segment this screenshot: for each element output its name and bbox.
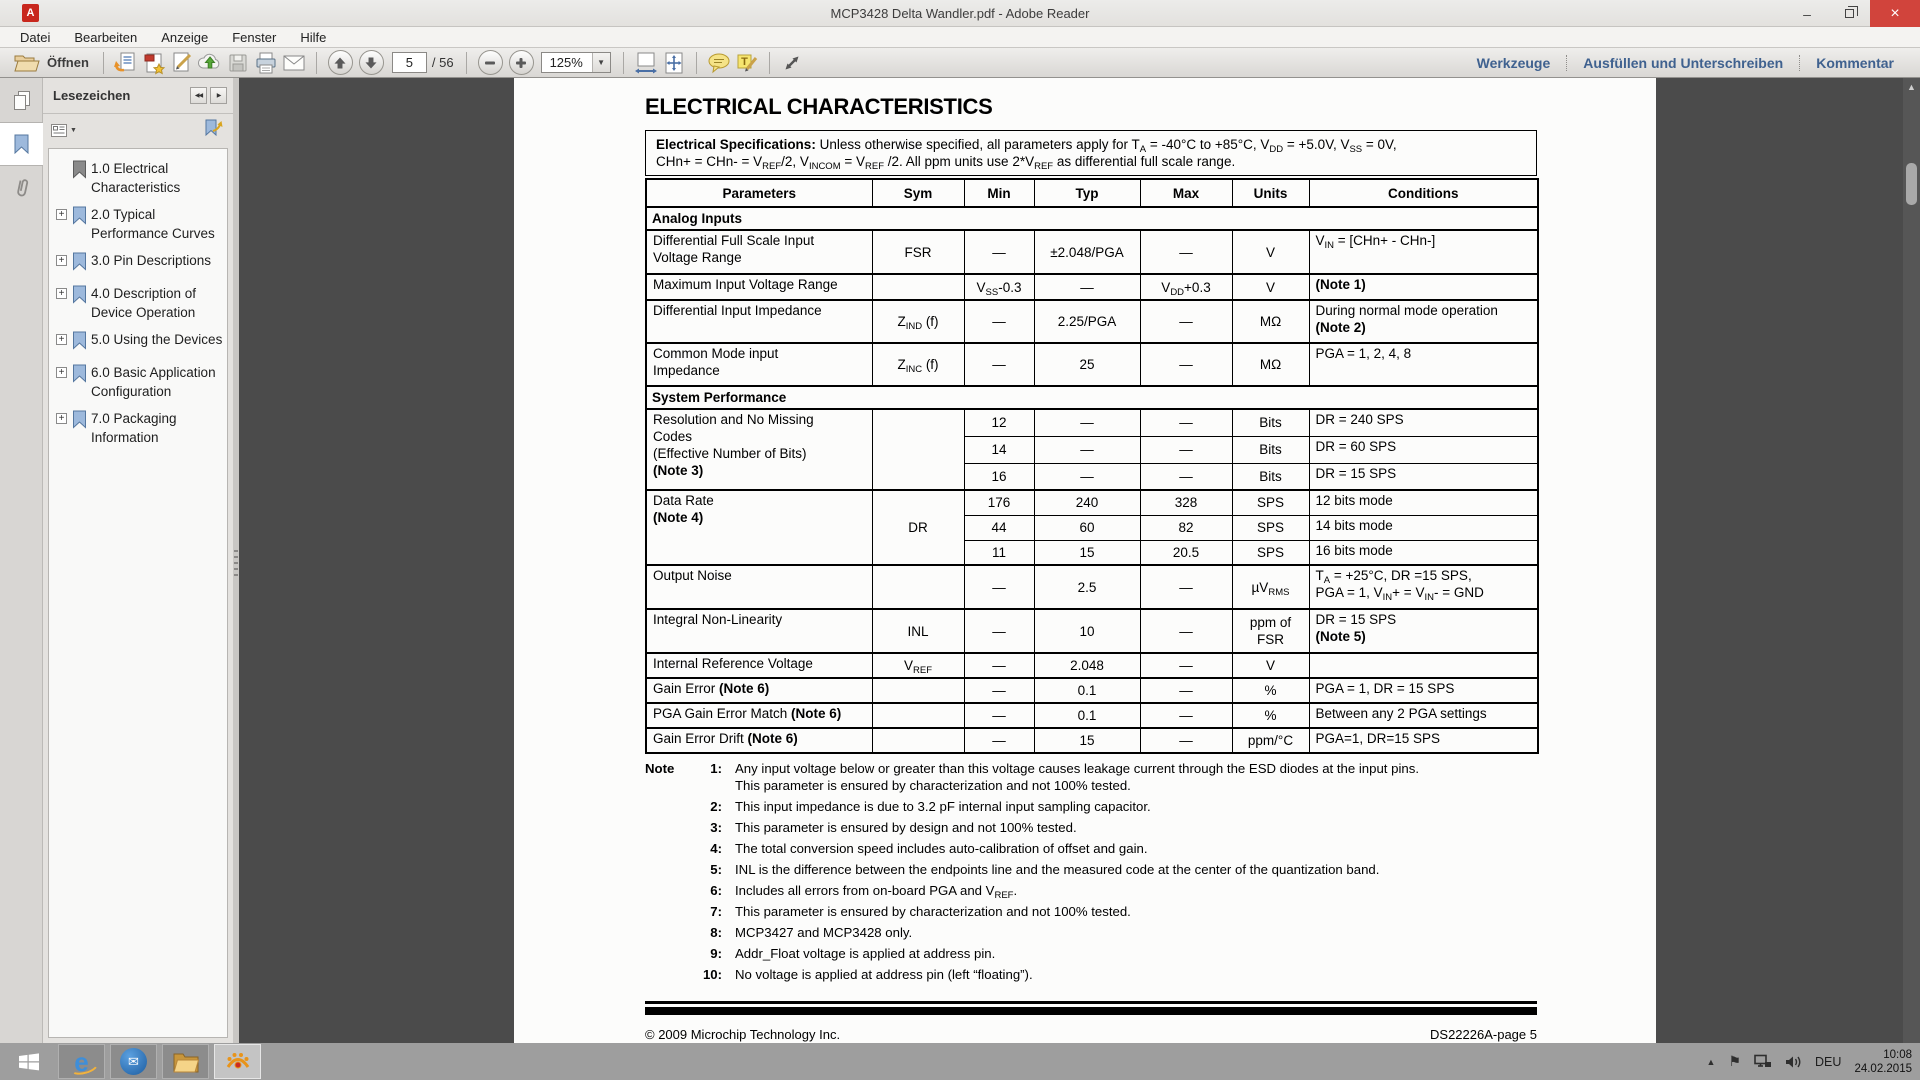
zoom-level-value: 125% [549, 55, 583, 70]
share-document-icon [114, 51, 138, 75]
start-button[interactable] [0, 1043, 58, 1080]
table-cell: 0.1 [1034, 678, 1140, 703]
fit-width-icon [634, 51, 658, 75]
note-label [645, 966, 683, 983]
note-text: INL is the difference between the endpoints line and the measured code at the center of the quantization band. [735, 862, 1380, 878]
pdf-page [514, 78, 1656, 1043]
table-cell: 176 [964, 490, 1034, 515]
options-list-icon [51, 124, 67, 137]
menu-item-fenster[interactable]: Fenster [232, 29, 277, 45]
comment-bubble-icon [707, 52, 731, 74]
table-cell: — [1140, 653, 1232, 678]
table-cell: — [1140, 678, 1232, 703]
note-text: No voltage is applied at address pin (left “floating”). [735, 966, 1033, 982]
table-cell [872, 274, 964, 300]
page-thumbnails-icon [14, 91, 30, 110]
navigation-pane-strip [0, 78, 43, 1043]
zoom-in-button[interactable] [509, 50, 534, 75]
note-text: The total conversion speed includes auto-calibration of offset and gain. [735, 841, 1148, 857]
note-number: 3: [710, 820, 722, 836]
table-cell: % [1232, 678, 1309, 703]
table-cell: — [964, 609, 1034, 653]
expander-spacer [56, 163, 67, 174]
bookmark-icon [13, 134, 30, 154]
table-notes [645, 760, 1537, 983]
windows-logo-icon [17, 1051, 41, 1073]
table-cell: Bits [1232, 463, 1309, 490]
note-row [645, 966, 1537, 983]
menu-item-bearbeiten[interactable]: Bearbeiten [74, 29, 138, 45]
note-number: 2: [710, 799, 722, 815]
email-button[interactable] [280, 50, 308, 76]
note-label [645, 819, 683, 836]
expander-plus-icon[interactable]: + [56, 288, 67, 299]
scrollbar-thumb[interactable] [1906, 163, 1917, 205]
table-cell: V [1232, 274, 1309, 300]
file-explorer-icon [172, 1051, 200, 1073]
bookmark-label: 7.0 Packaging Information [91, 411, 177, 445]
table-cell: Common Mode input Impedance [646, 343, 872, 386]
fullscreen-button[interactable] [778, 50, 806, 76]
clock-date: 24.02.2015 [1854, 1062, 1912, 1075]
note-row [645, 945, 1537, 962]
table-cell: MΩ [1232, 300, 1309, 343]
table-cell: During normal mode operation (Note 2) [1309, 300, 1538, 343]
table-cell: Internal Reference Voltage [646, 653, 872, 678]
table-cell: 44 [964, 515, 1034, 540]
table-cell: 2.5 [1034, 565, 1140, 609]
note-row [645, 819, 1537, 836]
toolbar-separator [316, 52, 317, 74]
bookmark-label: 5.0 Using the Devices [91, 332, 223, 347]
svg-text:T: T [740, 55, 748, 68]
sign-document-icon [170, 51, 194, 75]
spec-conditions-box: Electrical Specifications: Unless otherwise specified, all parameters apply for $T_A = -40^\circ C$ to +85°C, $V_{DD} = +5.0V$, $V_{SS} = 0V$, $CHn+ = CHn- = V_{REF}/2$, $V_{INCOM} = V_{REF}$ /2. All ppm units use $2*V_{REF}$ as differential full scale range. [645, 130, 1537, 176]
title-bar [0, 0, 1920, 27]
table-cell: 0.1 [1034, 703, 1140, 728]
save-icon [227, 52, 249, 74]
table-cell: SPS [1232, 515, 1309, 540]
internet-explorer-icon: e [74, 1051, 88, 1073]
table-cell: — [1034, 436, 1140, 463]
bookmarks-panel-title: Lesezeichen [53, 88, 131, 103]
upload-cloud-button[interactable] [196, 50, 224, 76]
table-cell: — [1140, 703, 1232, 728]
expander-plus-icon[interactable]: + [56, 413, 67, 424]
upload-cloud-icon [197, 51, 223, 75]
table-cell: $Z_{IND}$ (f) [872, 300, 964, 343]
toolbar-separator [623, 52, 624, 74]
table-cell [872, 703, 964, 728]
bookmark-ribbon-icon [72, 252, 87, 276]
note-number: 10: [702, 966, 722, 982]
bookmark-ribbon-icon [72, 285, 87, 309]
bookmarks-tree [48, 148, 228, 1038]
table-cell: FSR [872, 230, 964, 274]
minimize-button[interactable]: – [1803, 5, 1811, 22]
table-cell: — [1140, 728, 1232, 753]
system-tray [1707, 1043, 1912, 1080]
toolbar-separator [769, 52, 770, 74]
print-button[interactable] [252, 50, 280, 76]
table-cell [872, 678, 964, 703]
bookmark-label: 6.0 Basic Application Configuration [91, 365, 216, 399]
table-cell: Integral Non-Linearity [646, 609, 872, 653]
table-cell: 10 [1034, 609, 1140, 653]
bookmark-item-6-0-basic-application-configuration[interactable] [55, 363, 227, 401]
table-cell: DR [872, 490, 964, 565]
table-cell: 2.25/PGA [1034, 300, 1140, 343]
page-number-input[interactable]: 5 [392, 52, 427, 73]
note-label [645, 840, 683, 857]
fullscreen-arrows-icon [781, 52, 803, 74]
menu-bar [0, 27, 1920, 48]
table-cell: 240 [1034, 490, 1140, 515]
table-cell: $V_{DD}+0.3$ [1140, 274, 1232, 300]
table-section-system-performance: System Performance [646, 386, 1538, 409]
table-cell: — [1140, 343, 1232, 386]
note-row [645, 760, 1537, 795]
xnview-icon [224, 1050, 252, 1074]
close-button[interactable]: × [1870, 0, 1920, 27]
zoom-out-button[interactable] [478, 50, 503, 75]
next-page-button[interactable] [359, 50, 384, 75]
taskbar [0, 1043, 1920, 1080]
table-cell: 16 [964, 463, 1034, 490]
table-cell: 25 [1034, 343, 1140, 386]
plus-icon [514, 56, 528, 70]
table-cell: — [1140, 436, 1232, 463]
table-cell: — [964, 703, 1034, 728]
text-highlight-button[interactable] [733, 50, 761, 76]
table-cell: DR = 15 SPS (Note 5) [1309, 609, 1538, 653]
arrow-down-icon [363, 55, 379, 71]
expander-plus-icon[interactable]: + [56, 209, 67, 220]
open-folder-icon [14, 53, 40, 73]
table-header-max: Max [1140, 179, 1232, 207]
note-number: 1: [710, 761, 722, 776]
table-cell: — [1140, 565, 1232, 609]
table-cell: — [1140, 463, 1232, 490]
table-cell: 15 [1034, 540, 1140, 565]
table-cell: 60 [1034, 515, 1140, 540]
table-cell: 82 [1140, 515, 1232, 540]
table-cell: 2.048 [1034, 653, 1140, 678]
table-cell: Gain Error (Note 6) [646, 678, 872, 703]
table-cell: Maximum Input Voltage Range [646, 274, 872, 300]
note-row [645, 924, 1537, 941]
table-header-conditions: Conditions [1309, 179, 1538, 207]
clock-time: 10:08 [1883, 1048, 1912, 1061]
electrical-characteristics-table [645, 178, 1537, 754]
table-cell: — [964, 653, 1034, 678]
fit-page-icon [662, 51, 686, 75]
note-label [645, 903, 683, 920]
table-cell: % [1232, 703, 1309, 728]
toolbar-right-links [1461, 48, 1910, 78]
note-row [645, 882, 1537, 899]
attachments-button[interactable] [0, 166, 43, 210]
table-cell: 16 bits mode [1309, 540, 1538, 565]
note-row [645, 840, 1537, 857]
table-cell: Data Rate (Note 4) [646, 490, 872, 565]
table-cell [872, 728, 964, 753]
table-cell: — [1140, 609, 1232, 653]
menu-item-datei[interactable]: Datei [20, 29, 51, 45]
collapse-panel-button[interactable]: ◀◀ [190, 87, 207, 104]
menu-item-hilfe[interactable]: Hilfe [300, 29, 327, 45]
table-cell: 328 [1140, 490, 1232, 515]
paperclip-icon [14, 177, 30, 199]
table-header-min: Min [964, 179, 1034, 207]
table-cell: Bits [1232, 409, 1309, 436]
action-center-flag-icon[interactable]: ⚑ [1728, 1053, 1742, 1069]
spec-table-grid [645, 178, 1539, 754]
table-cell: — [1034, 409, 1140, 436]
table-cell: (Note 1) [1309, 274, 1538, 300]
bookmark-label: 1.0 Electrical Characteristics [91, 161, 181, 195]
save-button[interactable] [224, 50, 252, 76]
minus-icon [483, 56, 497, 70]
create-pdf-icon [142, 51, 166, 75]
note-number: 8: [710, 924, 722, 940]
main-area [0, 78, 1920, 1043]
table-cell: 15 [1034, 728, 1140, 753]
fit-page-button[interactable] [660, 50, 688, 76]
table-cell: $T_A = +25^\circ C$, DR =15 SPS, PGA = 1, $V_{IN}+ = V_{IN}-$ = GND [1309, 565, 1538, 609]
note-label [645, 861, 683, 878]
table-cell [872, 565, 964, 609]
table-cell: ppm of FSR [1232, 609, 1309, 653]
menu-item-anzeige[interactable]: Anzeige [161, 29, 209, 45]
table-header-typ: Typ [1034, 179, 1140, 207]
table-cell: 12 [964, 409, 1034, 436]
table-cell: Differential Input Impedance [646, 300, 872, 343]
text-highlight-icon [735, 52, 759, 74]
note-number: 5: [710, 862, 722, 878]
clock[interactable] [1854, 1048, 1912, 1076]
table-cell: — [1140, 409, 1232, 436]
note-text: This parameter is ensured by characterization and not 100% tested. [735, 903, 1131, 919]
zoom-dropdown-button[interactable]: ▼ [592, 53, 610, 72]
table-cell [872, 409, 964, 490]
table-cell: Gain Error Drift (Note 6) [646, 728, 872, 753]
table-cell: SPS [1232, 540, 1309, 565]
bookmark-item-4-0-description-of-device-operation[interactable] [55, 284, 227, 322]
toolbar-link-werkzeuge[interactable]: Werkzeuge [1476, 55, 1551, 71]
table-cell: — [964, 678, 1034, 703]
table-header-sym: Sym [872, 179, 964, 207]
table-cell: — [964, 343, 1034, 386]
note-number: 7: [710, 903, 722, 919]
bookmarks-panel-button[interactable] [0, 122, 43, 166]
note-label: Note [645, 761, 675, 776]
toolbar-separator [696, 52, 697, 74]
note-text: Includes all errors from on-board PGA and $V_{REF}$. [735, 882, 1018, 901]
table-cell: INL [872, 609, 964, 653]
bookmark-options-button[interactable] [51, 124, 77, 137]
table-cell: Differential Full Scale Input Voltage Range [646, 230, 872, 274]
bookmark-ribbon-icon [72, 410, 87, 434]
expander-plus-icon[interactable]: + [56, 367, 67, 378]
table-cell: 11 [964, 540, 1034, 565]
toolbar-link-kommentar[interactable]: Kommentar [1799, 55, 1910, 71]
note-row [645, 798, 1537, 815]
bookmark-item-5-0-using-the-devices[interactable] [55, 330, 227, 355]
table-cell: — [1034, 463, 1140, 490]
table-cell: 14 bits mode [1309, 515, 1538, 540]
note-label [645, 882, 683, 899]
language-indicator[interactable]: DEU [1815, 1054, 1842, 1069]
taskbar-app-file-explorer[interactable] [162, 1044, 209, 1079]
table-cell: $V_{IN} = [CHn+ - CHn-]$ [1309, 230, 1538, 274]
previous-page-button[interactable] [328, 50, 353, 75]
expander-plus-icon[interactable]: + [56, 255, 67, 266]
footer-copyright: © 2009 Microchip Technology Inc. [645, 1026, 841, 1042]
table-cell: 20.5 [1140, 540, 1232, 565]
zoom-level-control[interactable] [541, 52, 611, 73]
table-cell: V [1232, 653, 1309, 678]
bookmark-ribbon-icon [72, 206, 87, 230]
table-cell [1309, 653, 1538, 678]
table-cell: ppm/°C [1232, 728, 1309, 753]
table-cell: Bits [1232, 436, 1309, 463]
note-text: This parameter is ensured by design and not 100% tested. [735, 820, 1077, 836]
bookmark-item-7-0-packaging-information[interactable] [55, 409, 227, 447]
table-cell: — [964, 300, 1034, 343]
fit-width-button[interactable] [632, 50, 660, 76]
note-text: Addr_Float voltage is applied at address pin. [735, 945, 996, 961]
table-cell: $V_{SS}-0.3$ [964, 274, 1034, 300]
table-header-parameters: Parameters [646, 179, 872, 207]
note-text: Any input voltage below or greater than this voltage causes leakage current through the ESD diodes at the input pins. This parameter is ensured by characterization and not 100% tested. [735, 761, 1419, 794]
scroll-up-icon[interactable]: ▲ [1907, 81, 1916, 92]
taskbar-app-internet-explorer[interactable] [58, 1044, 105, 1079]
table-cell: MΩ [1232, 343, 1309, 386]
share-document-button[interactable] [112, 50, 140, 76]
table-cell: DR = 240 SPS [1309, 409, 1538, 436]
toolbar-separator [103, 52, 104, 74]
table-cell: — [964, 565, 1034, 609]
vertical-scrollbar[interactable] [1903, 78, 1920, 1043]
bookmark-item-1-0-electrical-characteristics[interactable] [55, 159, 227, 197]
email-icon [282, 53, 306, 73]
table-cell: PGA = 1, 2, 4, 8 [1309, 343, 1538, 386]
restore-button[interactable] [1828, 0, 1870, 27]
table-cell: $V_{REF}$ [872, 653, 964, 678]
expand-panel-button[interactable]: ▶ [210, 87, 227, 104]
bookmark-ribbon-icon [72, 160, 87, 184]
comment-button[interactable] [705, 50, 733, 76]
bookmark-ribbon-icon [72, 364, 87, 388]
expander-plus-icon[interactable]: + [56, 334, 67, 345]
table-cell: V [1232, 230, 1309, 274]
table-cell: µV$_{RMS}$ [1232, 565, 1309, 609]
table-cell: PGA Gain Error Match (Note 6) [646, 703, 872, 728]
options-dropdown-icon: ▼ [70, 126, 77, 134]
table-cell: SPS [1232, 490, 1309, 515]
open-label: Öffnen [47, 55, 89, 70]
table-cell: Resolution and No Missing Codes (Effective Number of Bits) (Note 3) [646, 409, 872, 490]
table-cell: DR = 60 SPS [1309, 436, 1538, 463]
table-cell: — [1034, 274, 1140, 300]
bookmarks-panel [43, 78, 233, 1043]
toolbar [0, 48, 1920, 78]
note-text: MCP3427 and MCP3428 only. [735, 924, 913, 940]
table-cell: PGA = 1, DR = 15 SPS [1309, 678, 1538, 703]
arrow-up-icon [332, 55, 348, 71]
footer-doc-number: DS22226A-page 5 [1430, 1026, 1537, 1042]
sign-document-button[interactable] [168, 50, 196, 76]
table-cell: — [964, 728, 1034, 753]
page-thumbnails-button[interactable] [0, 78, 43, 122]
note-number: 6: [710, 882, 722, 898]
print-icon [254, 51, 278, 75]
note-label [645, 924, 683, 941]
table-header-units: Units [1232, 179, 1309, 207]
bookmark-label: 2.0 Typical Performance Curves [91, 207, 215, 241]
table-cell: — [964, 230, 1034, 274]
footer-rule [645, 1001, 1537, 1015]
document-section-title: ELECTRICAL CHARACTERISTICS [645, 94, 993, 119]
page-total-label: / 56 [431, 55, 454, 70]
table-cell: 12 bits mode [1309, 490, 1538, 515]
table-cell: Between any 2 PGA settings [1309, 703, 1538, 728]
toolbar-link-ausf-llen-und-unterschreiben[interactable]: Ausfüllen und Unterschreiben [1566, 55, 1799, 71]
bookmark-item-3-0-pin-descriptions[interactable] [55, 251, 227, 276]
note-text: This input impedance is due to 3.2 pF internal input sampling capacitor. [735, 799, 1151, 815]
table-section-analog-inputs: Analog Inputs [646, 207, 1538, 230]
table-cell: ±2.048/PGA [1034, 230, 1140, 274]
network-icon[interactable] [1754, 1054, 1772, 1069]
bookmark-ribbon-icon [72, 331, 87, 355]
taskbar-app-thunderbird[interactable] [110, 1044, 157, 1079]
bookmark-label: 4.0 Description of Device Operation [91, 286, 197, 320]
table-cell: $Z_{INC}$ (f) [872, 343, 964, 386]
note-number: 9: [710, 945, 722, 961]
note-label [645, 798, 683, 815]
bookmark-item-2-0-typical-performance-curves[interactable] [55, 205, 227, 243]
table-cell: — [1140, 300, 1232, 343]
adobe-reader-icon: A [22, 4, 39, 22]
hidden-icons-button[interactable]: ▲ [1706, 1056, 1716, 1067]
note-number: 4: [710, 841, 722, 857]
create-pdf-button[interactable] [140, 50, 168, 76]
document-canvas [239, 78, 1903, 1043]
window-title: MCP3428 Delta Wandler.pdf - Adobe Reader [830, 5, 1090, 21]
table-cell: 14 [964, 436, 1034, 463]
bookmark-actions-button[interactable] [203, 119, 225, 142]
open-button[interactable] [8, 51, 95, 75]
taskbar-app-xnview[interactable] [214, 1044, 261, 1079]
note-row [645, 903, 1537, 920]
bookmark-label: 3.0 Pin Descriptions [91, 253, 212, 268]
toolbar-separator [466, 52, 467, 74]
table-cell: Output Noise [646, 565, 872, 609]
note-row [645, 861, 1537, 878]
table-cell: DR = 15 SPS [1309, 463, 1538, 490]
volume-icon[interactable] [1785, 1055, 1802, 1069]
splitter-grip-icon [234, 550, 238, 576]
thunderbird-icon: ✉ [120, 1048, 147, 1075]
table-cell: — [1140, 230, 1232, 274]
note-label [645, 945, 683, 962]
table-cell: PGA=1, DR=15 SPS [1309, 728, 1538, 753]
bookmark-action-icon [203, 119, 225, 137]
restore-icon [1845, 9, 1854, 18]
